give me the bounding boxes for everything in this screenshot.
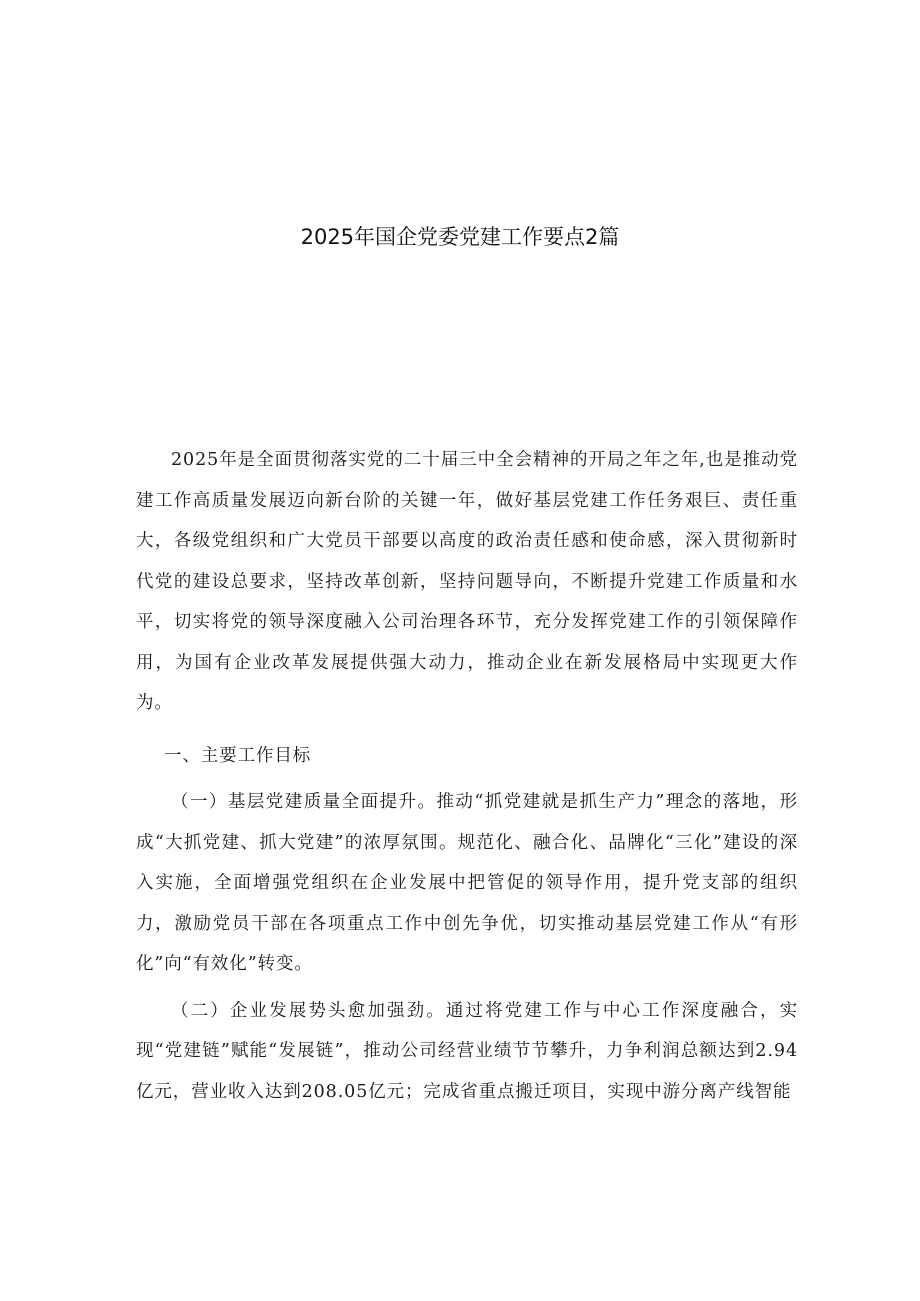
document-body: [136, 440, 798, 1112]
section-heading: 一、主要工作目标: [164, 745, 312, 766]
goal-paragraph-2: （二）企业发展势头愈加强劲。通过将党建工作与中心工作深度融合，实现“党建链”赋能“发展链”，推动公司经营业绩节节攀升，力争利润总额达到2.94亿元，营业收入达到208.05亿元；完成省重点搬迁项目，实现中游分离产线智能: [136, 1000, 798, 1102]
intro-paragraph: 2025年是全面贯彻落实党的二十届三中全会精神的开局之年之年,也是推动党建工作高质量发展迈向新台阶的关键一年，做好基层党建工作任务艰巨、责任重大，各级党组织和广大党员干部要以高度的政治责任感和使命感，深入贯彻新时代党的建设总要求，坚持改革创新，坚持问题导向，不断提升党建工作质量和水平，切实将党的领导深度融入公司治理各环节，充分发挥党建工作的引领保障作用，为国有企业改革发展提供强大动力，推动企业在新发展格局中实现更大作为。: [136, 450, 798, 713]
document-title: 2025年国企党委党建工作要点2篇: [300, 225, 620, 249]
goal-paragraph-1: （一）基层党建质量全面提升。推动“抓党建就是抓生产力”理念的落地，形成“大抓党建、抓大党建”的浓厚氛围。规范化、融合化、品牌化“三化”建设的深入实施，全面增强党组织在企业发展中把管促的领导作用，提升党支部的组织力，激励党员干部在各项重点工作中创先争优，切实推动基层党建工作从“有形化”向“有效化”转变。: [136, 792, 798, 974]
